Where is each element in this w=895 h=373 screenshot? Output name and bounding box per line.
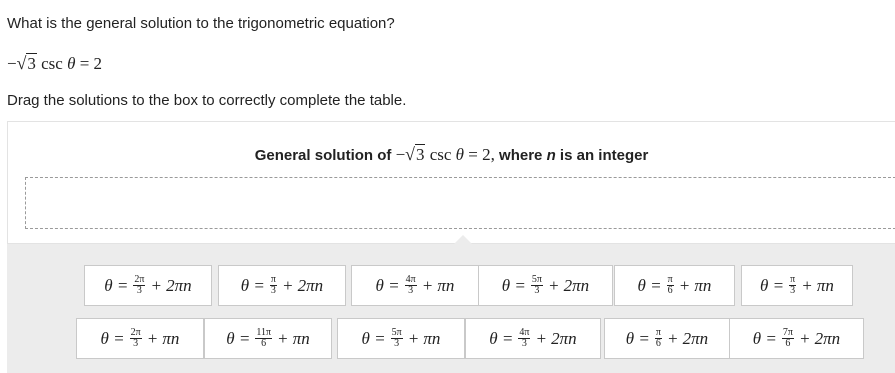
header-sign: − bbox=[395, 145, 406, 164]
tile-denominator: 3 bbox=[534, 285, 540, 296]
sqrt-symbol: √3 bbox=[16, 53, 36, 73]
tile-rest: + πn bbox=[421, 275, 455, 295]
tile-fraction bbox=[667, 275, 674, 296]
tile-denominator: 6 bbox=[667, 285, 673, 296]
solution-tile[interactable] bbox=[84, 265, 212, 306]
header-suffix-2: is an integer bbox=[559, 147, 649, 164]
header-suffix-var: n bbox=[546, 147, 556, 164]
solution-tile[interactable] bbox=[337, 318, 465, 359]
tile-rest: + 2πn bbox=[150, 275, 192, 295]
solution-tile[interactable] bbox=[478, 265, 613, 306]
tile-numerator: 2π bbox=[134, 274, 145, 285]
tile-tray bbox=[7, 244, 895, 373]
header-equation bbox=[396, 145, 495, 164]
tile-fraction bbox=[391, 328, 403, 349]
tile-fraction bbox=[782, 328, 794, 349]
tile-numerator: π bbox=[270, 274, 276, 285]
tile-lhs: θ = bbox=[100, 328, 125, 348]
tile-denominator: 6 bbox=[261, 338, 267, 349]
equation-sign: − bbox=[7, 54, 17, 73]
tile-fraction bbox=[255, 328, 272, 349]
solution-tile[interactable] bbox=[351, 265, 479, 306]
tile-lhs: θ = bbox=[240, 275, 265, 295]
tile-denominator: 3 bbox=[521, 338, 527, 349]
tile-fraction bbox=[655, 328, 662, 349]
instruction: Drag the solutions to the box to correctly complete the table. bbox=[7, 92, 407, 109]
tile-rest: + 2πn bbox=[666, 328, 709, 348]
tile-denominator: 3 bbox=[270, 285, 276, 296]
answer-table bbox=[7, 121, 895, 244]
tile-numerator: 7π bbox=[782, 327, 793, 338]
tile-rest: + 2πn bbox=[547, 275, 590, 295]
tile-numerator: π bbox=[790, 274, 796, 285]
tile-lhs: θ = bbox=[752, 328, 777, 348]
header-var: θ bbox=[455, 145, 465, 164]
tray-notch bbox=[453, 235, 473, 245]
tile-denominator: 6 bbox=[655, 338, 661, 349]
equation-func: csc bbox=[41, 54, 63, 73]
tile-rest: + πn bbox=[146, 328, 180, 348]
tile-fraction bbox=[130, 328, 142, 349]
tile-rest: + πn bbox=[407, 328, 441, 348]
tile-numerator: 2π bbox=[130, 327, 141, 338]
header-suffix-1: where bbox=[499, 147, 543, 164]
tile-rest: + πn bbox=[678, 275, 712, 295]
tile-numerator: 11π bbox=[256, 327, 271, 338]
tile-fraction bbox=[405, 275, 417, 296]
solution-tile[interactable] bbox=[614, 265, 735, 306]
equation-rhs: = 2 bbox=[79, 54, 103, 73]
header-prefix: General solution of bbox=[254, 147, 392, 164]
equation-var: θ bbox=[67, 54, 76, 73]
tile-lhs: θ = bbox=[489, 328, 514, 348]
solution-tile[interactable] bbox=[465, 318, 601, 359]
tile-fraction bbox=[789, 275, 796, 296]
solution-tile[interactable] bbox=[76, 318, 204, 359]
solution-tile[interactable] bbox=[204, 318, 332, 359]
drop-target-box[interactable] bbox=[25, 177, 895, 229]
tile-denominator: 3 bbox=[408, 285, 414, 296]
header-func: csc bbox=[429, 145, 452, 164]
tile-denominator: 3 bbox=[136, 285, 142, 296]
tile-denominator: 3 bbox=[133, 338, 139, 349]
tile-numerator: π bbox=[667, 274, 673, 285]
header-rhs: = 2, bbox=[468, 145, 495, 164]
tile-rest: + 2πn bbox=[281, 275, 324, 295]
tile-lhs: θ = bbox=[501, 275, 526, 295]
tile-lhs: θ = bbox=[375, 275, 400, 295]
tile-numerator: 4π bbox=[519, 327, 530, 338]
solution-tile[interactable] bbox=[729, 318, 864, 359]
tile-denominator: 3 bbox=[394, 338, 400, 349]
solution-tile[interactable] bbox=[218, 265, 346, 306]
tile-lhs: θ = bbox=[625, 328, 650, 348]
equation-radicand: 3 bbox=[27, 54, 36, 73]
tile-numerator: π bbox=[655, 327, 661, 338]
table-header bbox=[8, 144, 895, 165]
tile-lhs: θ = bbox=[637, 275, 662, 295]
tile-numerator: 4π bbox=[405, 274, 416, 285]
header-radicand: 3 bbox=[415, 145, 425, 164]
tile-fraction bbox=[531, 275, 543, 296]
tile-fraction bbox=[133, 275, 145, 296]
tile-rest: + πn bbox=[277, 328, 310, 348]
tile-lhs: θ = bbox=[226, 328, 251, 348]
tile-rest: + 2πn bbox=[535, 328, 577, 348]
tile-rest: + πn bbox=[801, 275, 834, 295]
tile-rest: + 2πn bbox=[798, 328, 841, 348]
tile-fraction bbox=[270, 275, 277, 296]
solution-tile[interactable] bbox=[741, 265, 853, 306]
equation bbox=[7, 53, 102, 74]
tile-fraction bbox=[518, 328, 530, 349]
solution-tile[interactable] bbox=[604, 318, 730, 359]
question-prompt: What is the general solution to the trigonometric equation? bbox=[7, 15, 395, 32]
tile-denominator: 3 bbox=[790, 285, 796, 296]
header-sqrt: √3 bbox=[405, 144, 425, 164]
tile-numerator: 5π bbox=[531, 274, 542, 285]
tile-lhs: θ = bbox=[104, 275, 129, 295]
tile-lhs: θ = bbox=[361, 328, 386, 348]
tile-lhs: θ = bbox=[760, 275, 785, 295]
tile-numerator: 5π bbox=[391, 327, 402, 338]
tile-denominator: 6 bbox=[785, 338, 791, 349]
